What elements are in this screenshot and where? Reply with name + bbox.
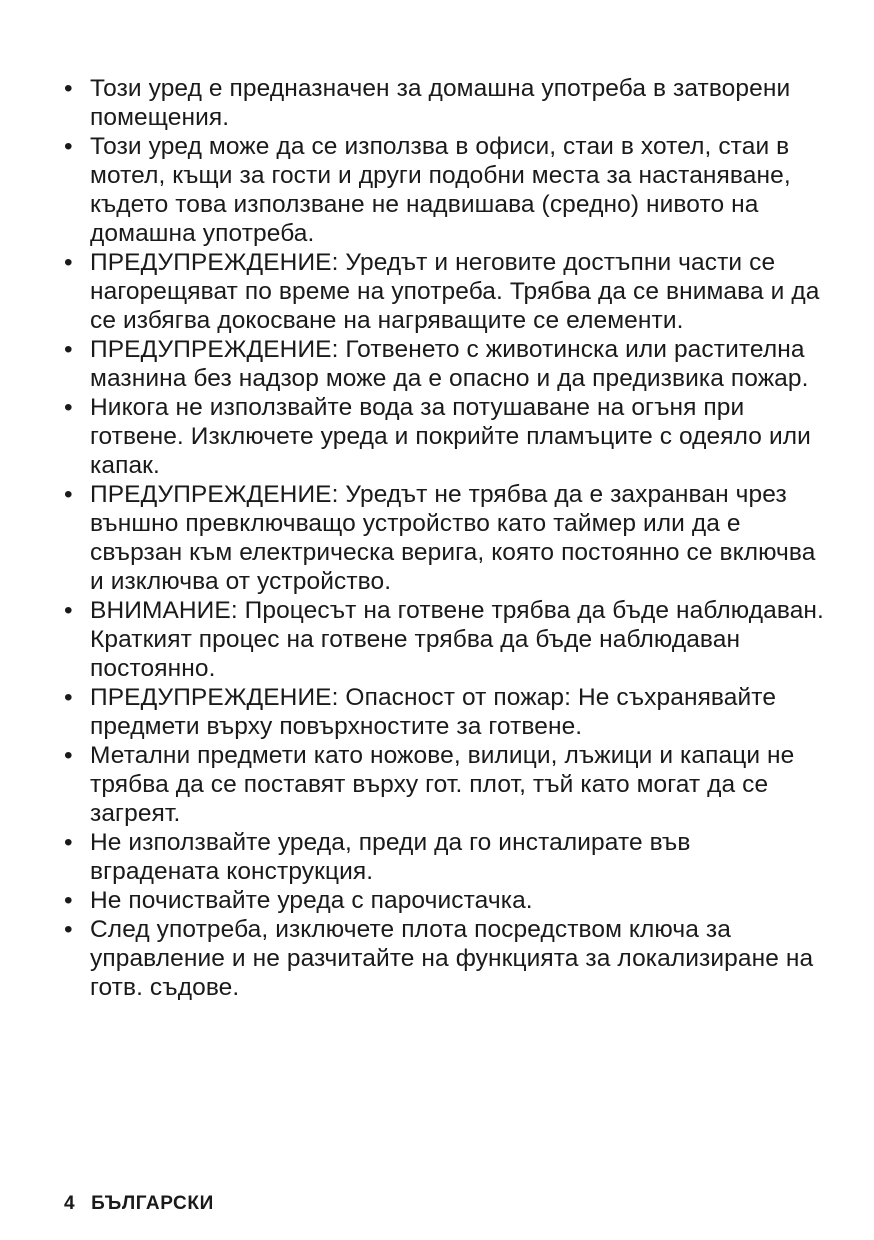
bullet-icon: • [64, 597, 73, 624]
safety-instructions [64, 74, 824, 1002]
bullet-icon: • [64, 916, 73, 943]
bullet-icon: • [64, 336, 73, 363]
bullet-icon: • [64, 394, 73, 421]
list-item-text: Този уред може да се използва в офиси, стаи в хотел, стаи в мотел, къщи за гости и други подобни места за настаняване, където това използване не надвишава (средно) нивото на домашна употреба. [90, 133, 791, 247]
bullet-icon: • [64, 133, 73, 160]
bullet-list [64, 74, 824, 1002]
list-item [64, 132, 824, 248]
list-item-text: ПРЕДУПРЕЖДЕНИЕ: Уредът и неговите достъпни части се нагорещяват по време на употреба. Трябва да се внимава и да се избягва докосване на нагряващите се елементи. [90, 249, 820, 334]
bullet-icon: • [64, 249, 73, 276]
list-item-text: Този уред е предназначен за домашна употреба в затворени помещения. [90, 75, 791, 131]
list-item-text: Метални предмети като ножове, вилици, лъжици и капаци не трябва да се поставят върху гот. плот, тъй като могат да се загреят. [90, 742, 795, 827]
list-item [64, 248, 824, 335]
list-item [64, 596, 824, 683]
list-item-text: ПРЕДУПРЕЖДЕНИЕ: Опасност от пожар: Не съхранявайте предмети върху повърхностите за готвене. [90, 684, 777, 740]
bullet-icon: • [64, 887, 73, 914]
list-item [64, 828, 824, 886]
list-item [64, 393, 824, 480]
list-item [64, 74, 824, 132]
list-item [64, 480, 824, 596]
list-item-text: След употреба, изключете плота посредством ключа за управление и не разчитайте на функцията за локализиране на готв. съдове. [90, 916, 814, 1001]
page-footer [64, 1192, 214, 1216]
bullet-icon: • [64, 481, 73, 508]
language-label: БЪЛГАРСКИ [91, 1193, 214, 1214]
list-item-text: ПРЕДУПРЕЖДЕНИЕ: Готвенето с животинска или растителна мазнина без надзор може да е опасно и да предизвика пожар. [90, 336, 809, 392]
page-number: 4 [64, 1193, 76, 1214]
list-item-text: Никога не използвайте вода за потушаване на огъня при готвене. Изключете уреда и покрийте пламъците с одеяло или капак. [90, 394, 811, 479]
bullet-icon: • [64, 684, 73, 711]
bullet-icon: • [64, 742, 73, 769]
list-item [64, 741, 824, 828]
list-item [64, 886, 824, 915]
list-item [64, 915, 824, 1002]
bullet-icon: • [64, 829, 73, 856]
list-item-text: ВНИМАНИЕ: Процесът на готвене трябва да бъде наблюдаван. Краткият процес на готвене трябва да бъде наблюдаван постоянно. [90, 597, 824, 682]
list-item [64, 683, 824, 741]
bullet-icon: • [64, 75, 73, 102]
list-item-text: Не почиствайте уреда с парочистачка. [90, 887, 533, 914]
list-item-text: ПРЕДУПРЕЖДЕНИЕ: Уредът не трябва да е захранван чрез външно превключващо устройство като таймер или да е свързан към електрическа верига, която постоянно се включва и изключва от устройство. [90, 481, 816, 595]
list-item [64, 335, 824, 393]
list-item-text: Не използвайте уреда, преди да го инсталирате във вградената конструкция. [90, 829, 691, 885]
